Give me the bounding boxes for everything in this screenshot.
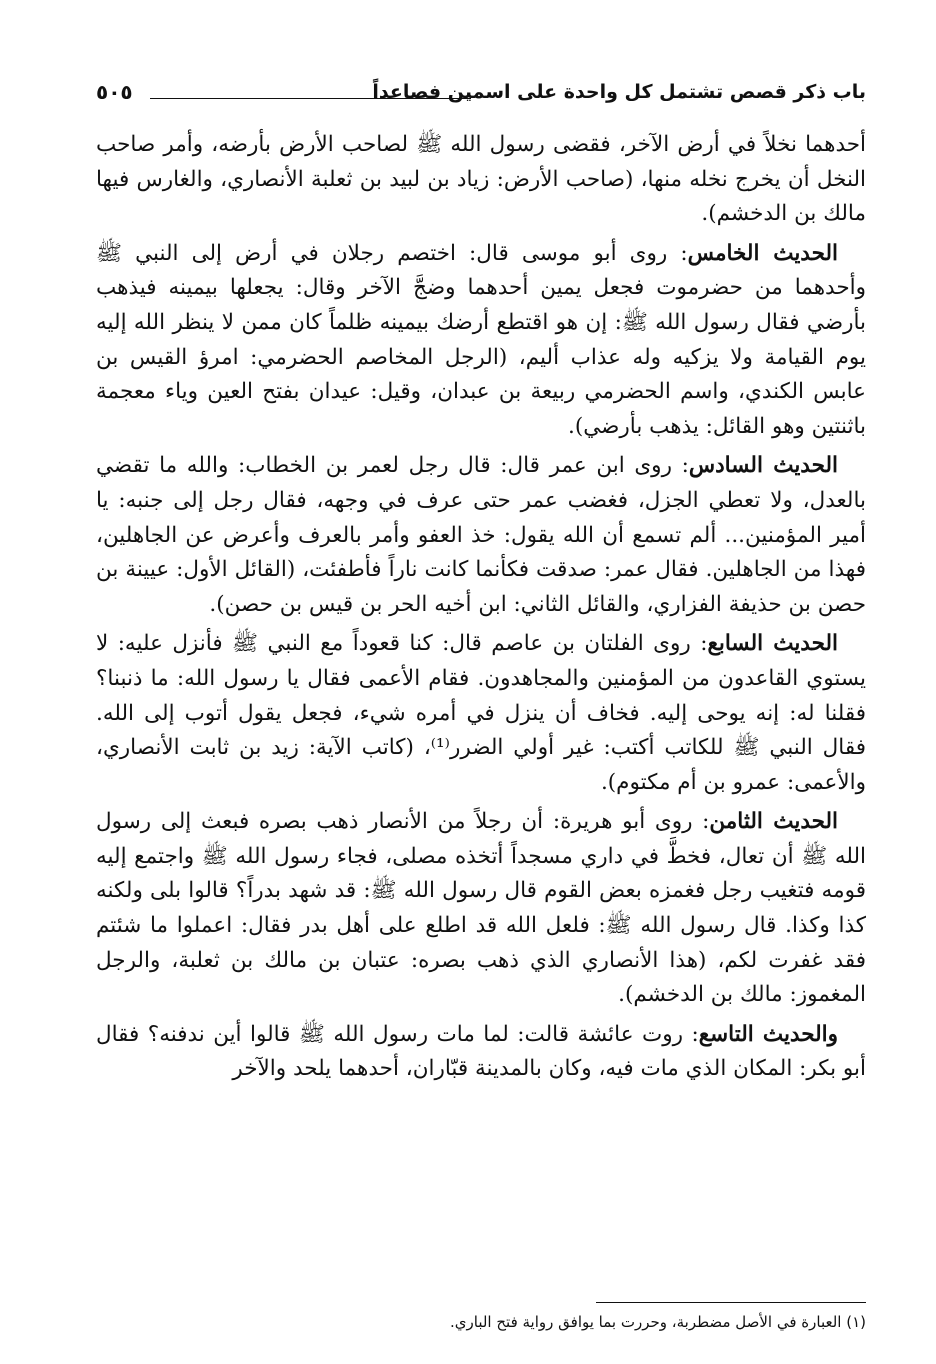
hadith-heading: والحديث التاسع bbox=[698, 1021, 838, 1047]
paragraph-hadith-7 bbox=[96, 627, 866, 800]
paragraph-text: : روى ابن عمر قال: قال رجل لعمر بن الخطاب: والله ما تقضي بالعدل، ولا تعطي الجزل، فغضب عمر حتى عرف في وجهه، فقال رجل إلى جنبه: يا أمير المؤمنين... ألم تسمع أن الله يقول: خذ العفو وأمر بالعرف وأعرض عن الجاهلين، فهذا من الجاهلين. فقال عمر: صدقت فكأنما كانت ناراً فأطفئت، (القائل الأول: عيينة بن حصن بن حذيفة الفزاري، والقائل الثاني: ابن أخيه الحر بن قيس بن حصن). bbox=[96, 453, 866, 617]
footnote-rule bbox=[596, 1302, 866, 1303]
page-number: ٥٠٥ bbox=[96, 80, 133, 104]
paragraph-hadith-9 bbox=[96, 1018, 866, 1087]
running-title: باب ذكر قصص تشتمل كل واحدة على اسمين فصاعداً bbox=[372, 81, 866, 103]
main-text bbox=[96, 128, 866, 1087]
footnote: (١) العبارة في الأصل مضطربة، وحررت بما يوافق رواية فتح الباري. bbox=[450, 1313, 866, 1331]
book-page bbox=[96, 78, 866, 1358]
paragraph-text: : روى أبو هريرة: أن رجلاً من الأنصار ذهب بصره فبعث إلى رسول الله ﷺ أن تعال، فخطَّ في داري مسجداً أتخذه مصلى، فجاء رسول الله ﷺ واجتمع إليه قومه فتغيب رجل فغمزه بعض القوم قال رسول الله ﷺ: قد شهد بدراً؟ قالوا بلى ولكنه كذا وكذا. قال رسول الله ﷺ: فلعل الله قد اطلع على أهل بدر فقال: اعملوا ما شئتم فقد غفرت لكم، (هذا الأنصاري الذي ذهب بصره: عتبان بن مالك بن ثعلبة، والرجل المغموز: مالك بن الدخشم). bbox=[96, 809, 866, 1008]
hadith-heading: الحديث السابع bbox=[707, 631, 838, 657]
paragraph-hadith-8 bbox=[96, 805, 866, 1013]
paragraph-hadith-6 bbox=[96, 449, 866, 622]
paragraph-text: : روى الفلتان بن عاصم قال: كنا قعوداً مع النبي ﷺ فأنزل عليه: لا يستوي القاعدون من المؤمنين والمجاهدون. فقام الأعمى فقال يا رسول الله: ما ذنبنا؟ فقلنا له: إنه يوحى إليه. فخاف أن ينزل في أمره شيء، فجعل يقول أتوب إلى الله. فقال النبي ﷺ للكاتب أكتب: غير أولي الضرر⁽¹⁾، (كاتب الآية: زيد بن ثابت الأنصاري، والأعمى: عمرو بن أم مكتوم). bbox=[96, 631, 866, 795]
paragraph-text: : روت عائشة قالت: لما مات رسول الله ﷺ قالوا أين ندفنه؟ فقال أبو بكر: المكان الذي مات فيه، وكان بالمدينة قبّاران، أحدهما يلحد والآخر bbox=[96, 1021, 866, 1082]
paragraph-continuation bbox=[96, 128, 866, 232]
hadith-heading: الحديث الثامن bbox=[709, 809, 839, 835]
paragraph-hadith-5 bbox=[96, 237, 866, 445]
header-rule bbox=[150, 98, 471, 99]
paragraph-text: : روى أبو موسى قال: اختصم رجلان في أرض إلى النبي ﷺ وأحدهما من حضرموت فجعل يمين أحدهما وضجَّ الآخر وقال: يجعلها بيمينه فيذهب بأرضي فقال رسول الله ﷺ: إن هو اقتطع أرضك بيمينه ظلماً كان ممن لا ينظر الله إليه يوم القيامة ولا يزكيه وله عذاب أليم، (الرجل المخاصم الحضرمي: امرؤ القيس بن عابس الكندي، واسم الحضرمي ربيعة بن عبدان، وقيل: عيدان بفتح العين وياء معجمة باثنتين وهو القائل: يذهب بأرضي). bbox=[96, 240, 866, 439]
paragraph-text: أحدهما نخلاً في أرض الآخر، فقضى رسول الله ﷺ لصاحب الأرض بأرضه، وأمر صاحب النخل أن يخرج نخله منها، (صاحب الأرض: زياد بن لبيد بن ثعلبة الأنصاري، والغارس فيها مالك بن الدخشم). bbox=[96, 132, 866, 227]
running-header bbox=[96, 78, 866, 114]
hadith-heading: الحديث السادس bbox=[688, 453, 839, 479]
hadith-heading: الحديث الخامس bbox=[687, 240, 838, 266]
